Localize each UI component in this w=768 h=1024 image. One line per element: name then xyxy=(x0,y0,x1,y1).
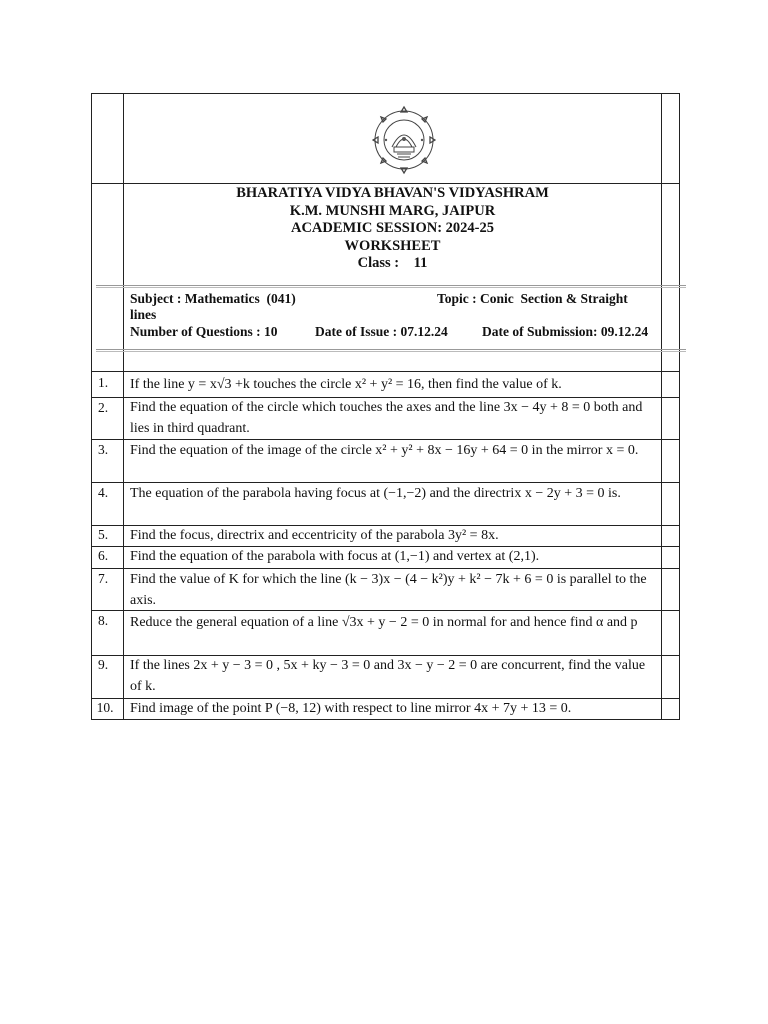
question-text: Find the equation of the image of the circle x² + y² + 8x − 16y + 64 = 0 in the mirror x = 0. xyxy=(130,443,639,458)
question-number: 3. xyxy=(97,442,109,457)
question-text: If the lines 2x + y − 3 = 0 , 5x + ky − 3 = 0 and 3x − y − 2 = 0 are concurrent, find the value of k. xyxy=(130,658,646,694)
info-top-rule-1 xyxy=(96,285,686,286)
subject-label: Subject : Mathematics (041) xyxy=(130,291,296,306)
question-text: Find image of the point P (−8, 12) with respect to line mirror 4x + 7y + 13 = 0. xyxy=(130,701,572,716)
question-number: 5. xyxy=(97,527,109,542)
date-of-submission: Date of Submission: 09.12.24 xyxy=(482,324,649,339)
school-emblem-logo xyxy=(372,105,436,175)
question-number: 1. xyxy=(97,375,109,390)
question-number: 4. xyxy=(97,485,109,500)
question-text: Find the equation of the parabola with focus at (1,−1) and vertex at (2,1). xyxy=(130,549,540,564)
school-name: BHARATIYA VIDYA BHAVAN'S VIDYASHRAM xyxy=(236,185,549,201)
topic-label: Topic : Conic Section & Straight xyxy=(437,291,628,306)
date-of-issue: Date of Issue : 07.12.24 xyxy=(315,324,448,339)
question-number: 8. xyxy=(97,613,109,628)
question-number: 9. xyxy=(97,657,109,672)
table-border-bottom xyxy=(91,719,680,720)
table-border-right xyxy=(679,93,680,720)
question-text: The equation of the parabola having focus at (−1,−2) and the directrix x − 2y + 3 = 0 is. xyxy=(130,486,621,501)
question-number: 6. xyxy=(97,548,109,563)
question-text: If the line y = x√3 +k touches the circle x² + y² = 16, then find the value of k. xyxy=(130,377,562,392)
academic-session: ACADEMIC SESSION: 2024-25 xyxy=(290,220,495,236)
school-header xyxy=(124,185,661,273)
info-bottom-rule-1 xyxy=(96,349,686,350)
number-of-questions: Number of Questions : 10 xyxy=(130,324,278,339)
topic-continuation: lines xyxy=(130,307,157,322)
table-border-top xyxy=(91,93,680,94)
right-margin-divider xyxy=(661,93,662,720)
question-number: 7. xyxy=(97,571,109,586)
question-number: 2. xyxy=(97,400,109,415)
worksheet-title: WORKSHEET xyxy=(344,237,441,254)
info-top-rule-2 xyxy=(96,287,686,288)
questions-top-divider xyxy=(91,371,680,372)
question-text: Find the value of K for which the line (k − 3)x − (4 − k²)y + k² − 7k + 6 = 0 is parallel to the axis. xyxy=(130,572,647,608)
question-number: 10. xyxy=(96,700,114,715)
info-bottom-rule-2 xyxy=(96,351,686,352)
question-text: Find the focus, directrix and eccentricity of the parabola 3y² = 8x. xyxy=(130,528,499,543)
question-text: Find the equation of the circle which touches the axes and the line 3x − 4y + 8 = 0 both and lies in third quadrant. xyxy=(130,400,643,436)
school-address: K.M. MUNSHI MARG, JAIPUR xyxy=(289,202,496,219)
question-text: Reduce the general equation of a line √3x + y − 2 = 0 in normal for and hence find α and p xyxy=(130,615,638,630)
class-label: Class : 11 xyxy=(357,255,428,271)
logo-row-divider xyxy=(91,183,680,184)
